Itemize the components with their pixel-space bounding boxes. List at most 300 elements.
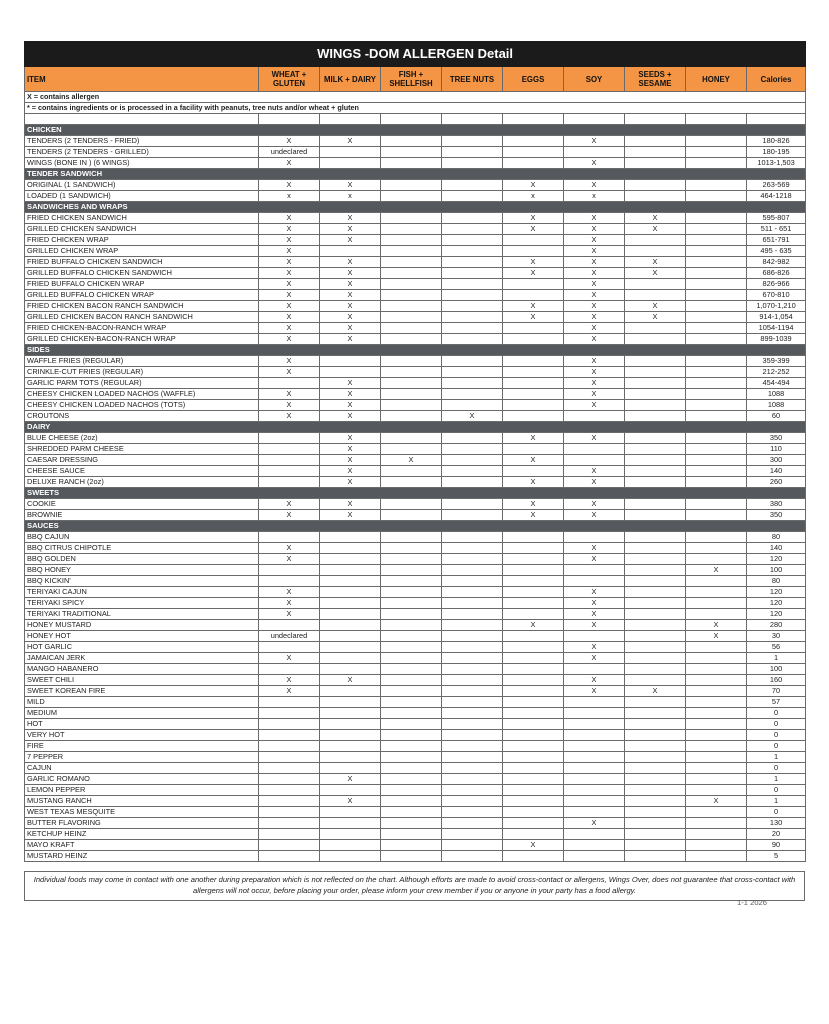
item-name-cell: GRILLED BUFFALO CHICKEN WRAP [25,290,259,301]
seeds-sesame-cell [625,433,686,444]
fish-shellfish-cell [381,279,442,290]
honey-cell: X [686,620,747,631]
tree-nuts-cell [442,620,503,631]
table-row [25,279,806,290]
eggs-cell [503,378,564,389]
wheat-gluten-cell [259,851,320,862]
seeds-sesame-cell [625,851,686,862]
calories-cell: 180-826 [747,136,806,147]
milk-dairy-cell: X [320,774,381,785]
soy-cell [564,664,625,675]
eggs-cell [503,686,564,697]
wheat-gluten-cell: undeclared [259,147,320,158]
empty-cell [442,114,503,125]
eggs-cell [503,851,564,862]
wheat-gluten-cell: X [259,301,320,312]
honey-cell [686,664,747,675]
item-name-cell: SWEET KOREAN FIRE [25,686,259,697]
honey-cell [686,719,747,730]
eggs-cell: X [503,433,564,444]
honey-cell [686,741,747,752]
soy-cell [564,444,625,455]
honey-cell [686,180,747,191]
table-row [25,752,806,763]
table-row [25,213,806,224]
table-row [25,664,806,675]
table-row [25,620,806,631]
eggs-cell: X [503,213,564,224]
eggs-cell [503,323,564,334]
table-row [25,444,806,455]
milk-dairy-cell [320,752,381,763]
soy-cell: X [564,510,625,521]
fish-shellfish-cell [381,576,442,587]
milk-dairy-cell: X [320,136,381,147]
empty-cell [259,114,320,125]
tree-nuts-cell [442,598,503,609]
milk-dairy-cell: X [320,224,381,235]
calories-cell: 1 [747,653,806,664]
honey-cell [686,191,747,202]
eggs-cell: X [503,510,564,521]
table-row [25,565,806,576]
section-title: SIDES [25,345,806,356]
tree-nuts-cell [442,631,503,642]
milk-dairy-cell: X [320,279,381,290]
table-row [25,158,806,169]
milk-dairy-cell [320,543,381,554]
milk-dairy-cell: X [320,675,381,686]
fish-shellfish-cell [381,642,442,653]
milk-dairy-cell: X [320,180,381,191]
calories-cell: 20 [747,829,806,840]
soy-cell: X [564,136,625,147]
fish-shellfish-cell [381,147,442,158]
wheat-gluten-cell: X [259,224,320,235]
eggs-cell [503,543,564,554]
table-row [25,686,806,697]
honey-cell [686,851,747,862]
column-header-item: ITEM [25,67,259,92]
tree-nuts-cell [442,510,503,521]
milk-dairy-cell [320,367,381,378]
item-name-cell: FRIED CHICKEN SANDWICH [25,213,259,224]
table-row [25,389,806,400]
honey-cell: X [686,796,747,807]
table-row [25,730,806,741]
calories-cell: 120 [747,554,806,565]
calories-cell: 1088 [747,400,806,411]
fish-shellfish-cell [381,829,442,840]
milk-dairy-cell [320,147,381,158]
calories-cell: 90 [747,840,806,851]
tree-nuts-cell [442,587,503,598]
table-row [25,455,806,466]
eggs-cell: X [503,224,564,235]
item-name-cell: CRINKLE-CUT FRIES (REGULAR) [25,367,259,378]
wheat-gluten-cell [259,741,320,752]
legend-facility: * = contains ingredients or is processed in a facility with peanuts, tree nuts and/or wheat + gluten [25,103,806,114]
section-header-row [25,169,806,180]
table-row [25,543,806,554]
wheat-gluten-cell: X [259,235,320,246]
tree-nuts-cell [442,180,503,191]
milk-dairy-cell [320,609,381,620]
seeds-sesame-cell [625,378,686,389]
table-row [25,323,806,334]
tree-nuts-cell [442,136,503,147]
fish-shellfish-cell [381,840,442,851]
fish-shellfish-cell [381,708,442,719]
soy-cell: X [564,279,625,290]
tree-nuts-cell [442,378,503,389]
item-name-cell: ORIGINAL (1 SANDWICH) [25,180,259,191]
seeds-sesame-cell [625,774,686,785]
eggs-cell [503,411,564,422]
table-row [25,499,806,510]
soy-cell [564,851,625,862]
seeds-sesame-cell [625,510,686,521]
soy-cell: X [564,301,625,312]
item-name-cell: GRILLED CHICKEN-BACON-RANCH WRAP [25,334,259,345]
calories-cell: 0 [747,785,806,796]
eggs-cell [503,730,564,741]
fish-shellfish-cell [381,719,442,730]
item-name-cell: CAESAR DRESSING [25,455,259,466]
table-row [25,235,806,246]
section-header-row [25,521,806,532]
wheat-gluten-cell: X [259,389,320,400]
empty-cell [25,114,259,125]
honey-cell [686,433,747,444]
calories-cell: 651-791 [747,235,806,246]
item-name-cell: MUSTANG RANCH [25,796,259,807]
tree-nuts-cell [442,543,503,554]
soy-cell: X [564,389,625,400]
honey-cell [686,246,747,257]
milk-dairy-cell: X [320,323,381,334]
eggs-cell [503,554,564,565]
item-name-cell: MEDIUM [25,708,259,719]
fish-shellfish-cell [381,763,442,774]
calories-cell: 1 [747,774,806,785]
calories-cell: 5 [747,851,806,862]
empty-cell [686,114,747,125]
seeds-sesame-cell [625,246,686,257]
soy-cell [564,455,625,466]
wheat-gluten-cell: X [259,675,320,686]
fish-shellfish-cell [381,565,442,576]
table-row [25,136,806,147]
milk-dairy-cell: X [320,466,381,477]
fish-shellfish-cell [381,312,442,323]
tree-nuts-cell [442,455,503,466]
seeds-sesame-cell [625,818,686,829]
soy-cell [564,708,625,719]
item-name-cell: WINGS (BONE IN ) (6 WINGS) [25,158,259,169]
calories-cell: 300 [747,455,806,466]
item-name-cell: LEMON PEPPER [25,785,259,796]
calories-cell: 359-399 [747,356,806,367]
soy-cell: X [564,334,625,345]
calories-cell: 826-966 [747,279,806,290]
fish-shellfish-cell [381,609,442,620]
honey-cell [686,752,747,763]
wheat-gluten-cell [259,785,320,796]
eggs-cell: X [503,840,564,851]
milk-dairy-cell [320,620,381,631]
item-name-cell: MAYO KRAFT [25,840,259,851]
table-row [25,587,806,598]
eggs-cell: X [503,257,564,268]
calories-cell: 0 [747,807,806,818]
tree-nuts-cell [442,576,503,587]
tree-nuts-cell [442,477,503,488]
tree-nuts-cell [442,697,503,708]
honey-cell [686,477,747,488]
honey-cell [686,323,747,334]
tree-nuts-cell [442,334,503,345]
calories-cell: 0 [747,741,806,752]
table-row [25,532,806,543]
calories-cell: 140 [747,543,806,554]
wheat-gluten-cell: X [259,554,320,565]
honey-cell [686,411,747,422]
milk-dairy-cell [320,664,381,675]
table-row [25,312,806,323]
eggs-cell [503,598,564,609]
milk-dairy-cell [320,246,381,257]
eggs-cell [503,719,564,730]
fish-shellfish-cell [381,532,442,543]
item-name-cell: WEST TEXAS MESQUITE [25,807,259,818]
seeds-sesame-cell [625,653,686,664]
milk-dairy-cell: X [320,301,381,312]
fish-shellfish-cell [381,367,442,378]
seeds-sesame-cell [625,829,686,840]
column-header-fish-shellfish: FISH + SHELLFISH [381,67,442,92]
seeds-sesame-cell [625,620,686,631]
tree-nuts-cell [442,213,503,224]
soy-cell: X [564,224,625,235]
table-row [25,367,806,378]
fish-shellfish-cell [381,411,442,422]
fish-shellfish-cell [381,730,442,741]
soy-cell [564,697,625,708]
milk-dairy-cell: X [320,290,381,301]
honey-cell [686,400,747,411]
seeds-sesame-cell [625,840,686,851]
wheat-gluten-cell: X [259,653,320,664]
item-name-cell: FIRE [25,741,259,752]
table-row [25,653,806,664]
table-row [25,224,806,235]
eggs-cell [503,807,564,818]
soy-cell: X [564,675,625,686]
seeds-sesame-cell [625,796,686,807]
legend-row [25,103,806,114]
item-name-cell: KETCHUP HEINZ [25,829,259,840]
column-header-calories: Calories [747,67,806,92]
item-name-cell: HONEY MUSTARD [25,620,259,631]
soy-cell: X [564,818,625,829]
empty-cell [747,114,806,125]
honey-cell [686,675,747,686]
honey-cell [686,367,747,378]
soy-cell: X [564,609,625,620]
calories-cell: 595-807 [747,213,806,224]
column-header-eggs: EGGS [503,67,564,92]
table-row [25,807,806,818]
item-name-cell: BBQ CAJUN [25,532,259,543]
tree-nuts-cell [442,268,503,279]
honey-cell [686,136,747,147]
honey-cell [686,510,747,521]
table-row [25,433,806,444]
item-name-cell: BLUE CHEESE (2oz) [25,433,259,444]
soy-cell: X [564,378,625,389]
item-name-cell: BBQ CITRUS CHIPOTLE [25,543,259,554]
wheat-gluten-cell [259,664,320,675]
honey-cell [686,807,747,818]
calories-cell: 120 [747,598,806,609]
allergen-sheet [24,41,805,862]
soy-cell: X [564,180,625,191]
wheat-gluten-cell [259,455,320,466]
eggs-cell [503,576,564,587]
item-name-cell: WAFFLE FRIES (REGULAR) [25,356,259,367]
allergen-table [24,41,806,862]
seeds-sesame-cell [625,587,686,598]
honey-cell [686,840,747,851]
fish-shellfish-cell [381,510,442,521]
item-name-cell: 7 PEPPER [25,752,259,763]
eggs-cell [503,565,564,576]
tree-nuts-cell [442,774,503,785]
fish-shellfish-cell [381,653,442,664]
seeds-sesame-cell: X [625,213,686,224]
soy-cell: X [564,477,625,488]
empty-cell [564,114,625,125]
soy-cell [564,796,625,807]
empty-cell [320,114,381,125]
tree-nuts-cell [442,554,503,565]
wheat-gluten-cell: X [259,587,320,598]
milk-dairy-cell [320,829,381,840]
seeds-sesame-cell [625,763,686,774]
calories-cell: 100 [747,565,806,576]
item-name-cell: GRILLED CHICKEN SANDWICH [25,224,259,235]
item-name-cell: BBQ GOLDEN [25,554,259,565]
calories-cell: 899-1039 [747,334,806,345]
column-header-soy: SOY [564,67,625,92]
wheat-gluten-cell [259,444,320,455]
column-header-wheat-gluten: WHEAT + GLUTEN [259,67,320,92]
honey-cell [686,653,747,664]
item-name-cell: GRILLED CHICKEN WRAP [25,246,259,257]
item-name-cell: GRILLED BUFFALO CHICKEN SANDWICH [25,268,259,279]
table-row [25,268,806,279]
legend-contains: X = contains allergen [25,92,806,103]
seeds-sesame-cell [625,532,686,543]
honey-cell [686,576,747,587]
eggs-cell: x [503,191,564,202]
section-header-row [25,125,806,136]
table-row [25,378,806,389]
section-title: CHICKEN [25,125,806,136]
section-header-row [25,345,806,356]
wheat-gluten-cell [259,796,320,807]
eggs-cell [503,334,564,345]
spacer-row [25,114,806,125]
fish-shellfish-cell [381,631,442,642]
milk-dairy-cell: X [320,400,381,411]
milk-dairy-cell [320,708,381,719]
table-row [25,719,806,730]
wheat-gluten-cell [259,840,320,851]
table-row [25,796,806,807]
seeds-sesame-cell [625,290,686,301]
fish-shellfish-cell [381,675,442,686]
fish-shellfish-cell [381,774,442,785]
soy-cell: X [564,433,625,444]
seeds-sesame-cell [625,499,686,510]
wheat-gluten-cell: undeclared [259,631,320,642]
wheat-gluten-cell [259,730,320,741]
seeds-sesame-cell [625,356,686,367]
milk-dairy-cell: X [320,213,381,224]
fish-shellfish-cell [381,136,442,147]
wheat-gluten-cell [259,378,320,389]
table-row [25,411,806,422]
table-row [25,466,806,477]
tree-nuts-cell [442,752,503,763]
calories-cell: 160 [747,675,806,686]
item-name-cell: BBQ HONEY [25,565,259,576]
page-title: WINGS -DOM ALLERGEN Detail [25,42,806,67]
honey-cell [686,554,747,565]
milk-dairy-cell [320,554,381,565]
soy-cell: X [564,257,625,268]
fish-shellfish-cell [381,400,442,411]
calories-cell: 30 [747,631,806,642]
fish-shellfish-cell [381,235,442,246]
eggs-cell [503,741,564,752]
table-row [25,356,806,367]
seeds-sesame-cell [625,543,686,554]
milk-dairy-cell: X [320,334,381,345]
honey-cell [686,312,747,323]
eggs-cell [503,290,564,301]
milk-dairy-cell [320,851,381,862]
eggs-cell [503,664,564,675]
tree-nuts-cell [442,246,503,257]
eggs-cell: X [503,301,564,312]
honey-cell [686,147,747,158]
fish-shellfish-cell [381,598,442,609]
calories-cell: 260 [747,477,806,488]
eggs-cell [503,147,564,158]
wheat-gluten-cell [259,532,320,543]
seeds-sesame-cell [625,158,686,169]
honey-cell [686,268,747,279]
eggs-cell [503,642,564,653]
seeds-sesame-cell [625,675,686,686]
tree-nuts-cell [442,763,503,774]
wheat-gluten-cell: X [259,400,320,411]
eggs-cell [503,158,564,169]
item-name-cell: FRIED CHICKEN WRAP [25,235,259,246]
